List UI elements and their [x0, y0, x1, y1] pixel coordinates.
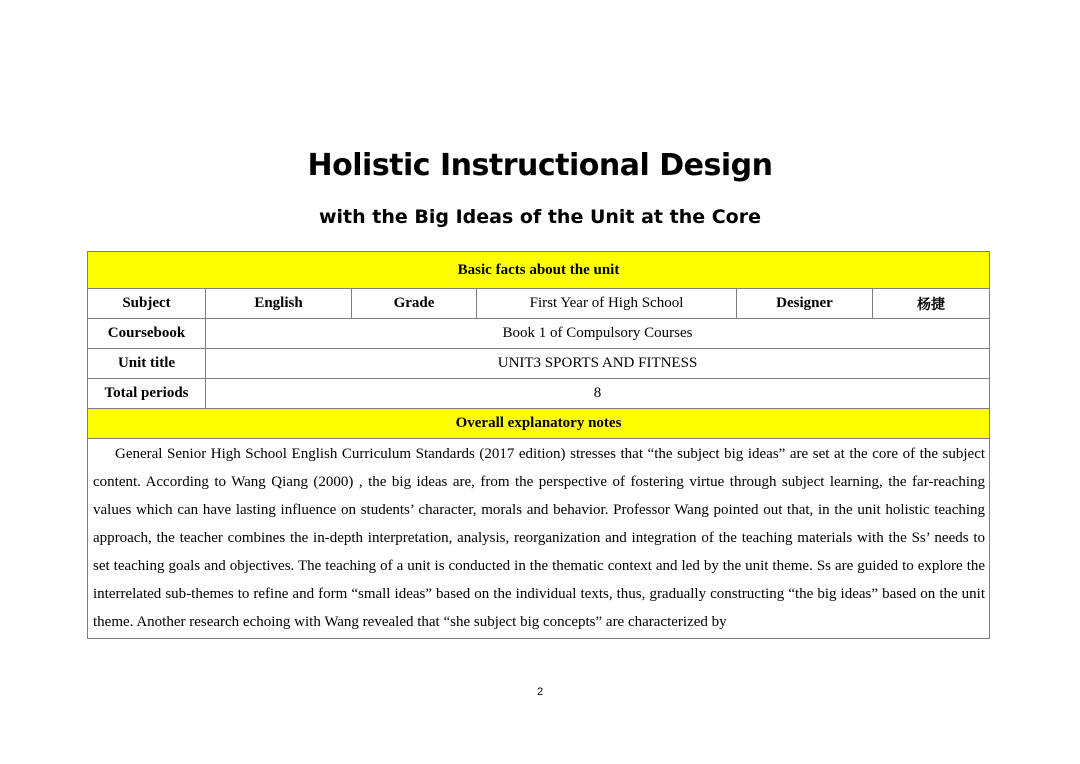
notes-cell	[88, 439, 990, 639]
page-number: 2	[536, 686, 544, 698]
document-title: Holistic Instructional Design	[307, 148, 773, 183]
notes-header: Overall explanatory notes	[88, 409, 990, 439]
unit-title-row	[88, 349, 990, 379]
designer-value: 杨捷	[873, 289, 990, 319]
unit-info-table	[87, 251, 990, 639]
subject-label: Subject	[88, 289, 206, 319]
notes-paragraph: General Senior High School English Curriculum Standards (2017 edition) stresses that “the subject big ideas” are set at the core of the subject content. According to Wang Qiang (2000) , the big ideas are, from the perspective of fostering virtue through subject learning, the far-reaching values which can have lasting influence on students’ character, morals and behavior. Professor Wang pointed out that, in the unit holistic teaching approach, the teacher combines the in-depth interpretation, analysis, reorganization and integration of the teaching materials with the Ss’ needs to set teaching goals and objectives. The teaching of a unit is conducted in the thematic context and led by the unit theme. Ss are guided to explore the interrelated sub-themes to refine and form “small ideas” based on the individual texts, thus, gradually constructing “the big ideas” based on the unit theme. Another research echoing with Wang revealed that “she subject big concepts” are characterized by	[93, 446, 986, 630]
total-periods-value: 8	[206, 379, 990, 409]
designer-label: Designer	[737, 289, 873, 319]
total-periods-row	[88, 379, 990, 409]
grade-value: First Year of High School	[477, 289, 737, 319]
unit-title-label: Unit title	[88, 349, 206, 379]
coursebook-value: Book 1 of Compulsory Courses	[206, 319, 990, 349]
document-subtitle: with the Big Ideas of the Unit at the Core	[318, 206, 761, 228]
subject-value: English	[206, 289, 352, 319]
notes-row	[88, 439, 990, 639]
coursebook-label: Coursebook	[88, 319, 206, 349]
basic-facts-header: Basic facts about the unit	[88, 252, 990, 289]
total-periods-label: Total periods	[88, 379, 206, 409]
unit-title-value: UNIT3 SPORTS AND FITNESS	[206, 349, 990, 379]
grade-label: Grade	[352, 289, 477, 319]
coursebook-row	[88, 319, 990, 349]
notes-header-row	[88, 409, 990, 439]
subject-row	[88, 289, 990, 319]
basic-facts-header-row	[88, 252, 990, 289]
